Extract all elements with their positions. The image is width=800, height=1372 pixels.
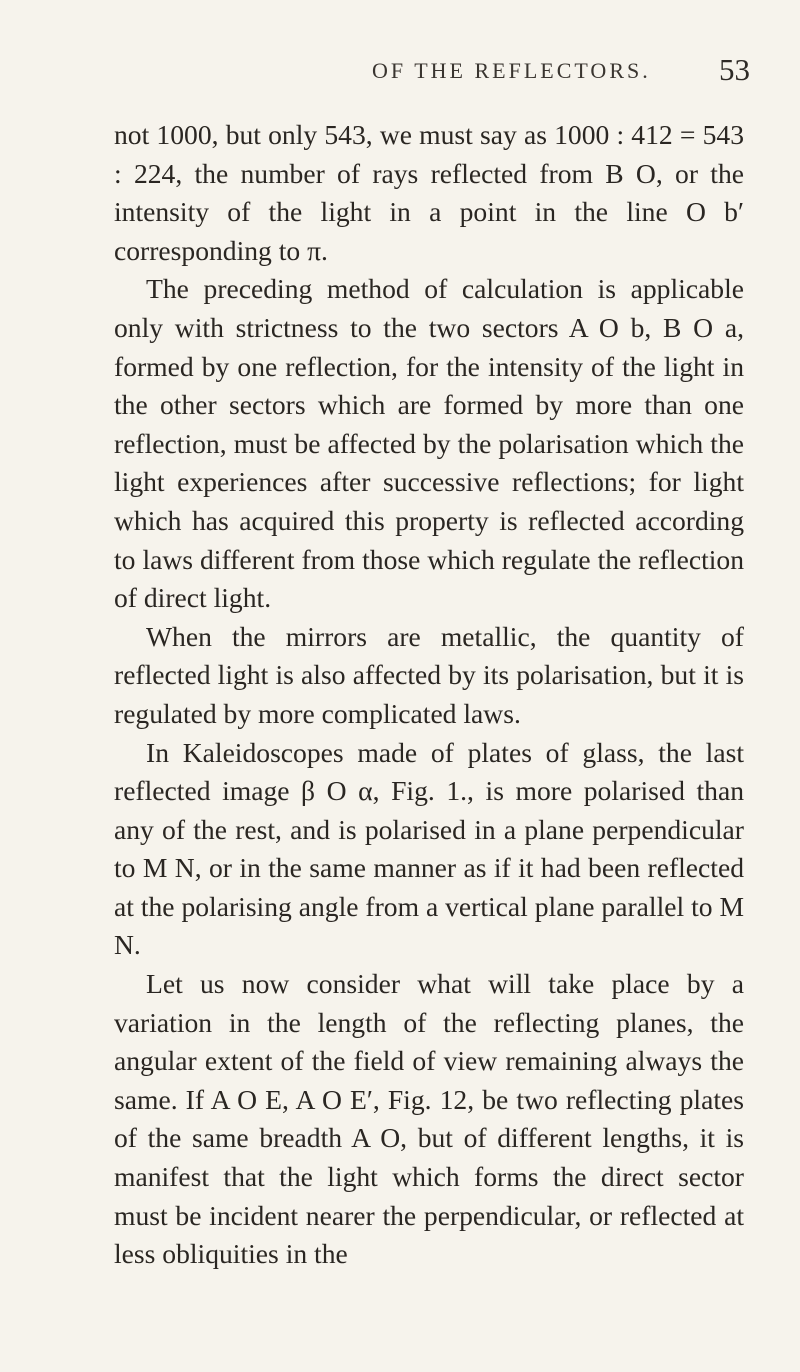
running-title: OF THE REFLECTORS. (372, 58, 651, 83)
paragraph-continued: not 1000, but only 543, we must say as 1000 : 412 = 543 : 224, the number of rays reflected from B O, or the intensity of the light in a point in the line O b′ corresponding to π. (114, 119, 744, 266)
paragraph-metallic-mirrors: When the mirrors are metallic, the quantity of reflected light is also affected by its polarisation, but it is regulated by more complicated laws. (114, 620, 744, 729)
body-text (114, 116, 744, 1274)
page-number: 53 (719, 52, 750, 87)
paragraph-glass-kaleidoscopes: In Kaleidoscopes made of plates of glass, the last reflected image β O α, Fig. 1., is more polarised than any of the rest, and is polarised in a plane perpendicular to M N, or in the same manner as if it had been reflected at the polarising angle from a vertical plane parallel to M N. (114, 736, 744, 961)
running-head (0, 52, 800, 92)
paragraph-calculation-method: The preceding method of calculation is applicable only with strictness to the two sectors A O b, B O a, formed by one reflection, for the intensity of the light in the other sectors which are formed by more than one reflection, must be affected by the polarisation which the light experiences after successive reflections; for light which has acquired this property is reflected according to laws different from those which regulate the reflection of direct light. (114, 273, 744, 614)
paragraph-reflecting-planes-length: Let us now consider what will take place by a variation in the length of the reflecting planes, the angular extent of the field of view remaining always the same. If A O E, A O E′, Fig. 12, be two reflecting plates of the same breadth A O, but of different lengths, it is manifest that the light which forms the direct sector must be incident nearer the perpendicular, or reflected at less obliquities in the (114, 968, 744, 1270)
